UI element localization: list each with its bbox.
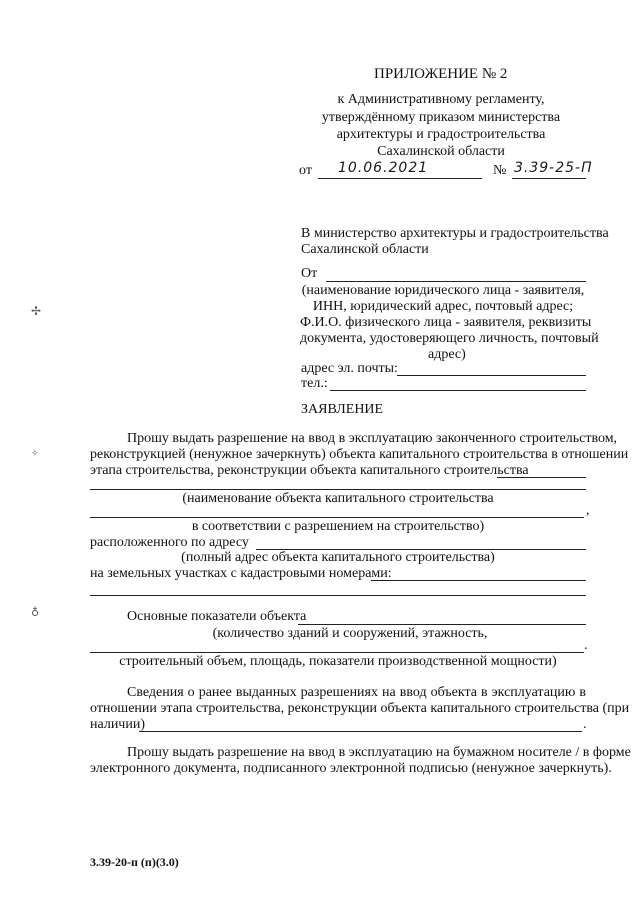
permit-hint: в соответствии с разрешением на строительство) xyxy=(191,519,485,534)
handwritten-date: 10.06.2021 xyxy=(338,160,429,176)
form-code: 3.39-20-п (п)(3.0) xyxy=(90,855,179,869)
regulation-line-2: утверждённому приказом министерства xyxy=(321,110,561,125)
applicant-hint-1: (наименование юридического лица - заявителя, xyxy=(301,283,585,298)
handwritten-number: 3.39-25-П xyxy=(514,160,593,176)
scan-mark-icon: ✢ xyxy=(31,304,42,318)
paragraph-1-line-3: этапа строительства, реконструкции объекта капитального строительства xyxy=(90,463,529,478)
applicant-from-label: От xyxy=(301,266,318,281)
paragraph-3-line-1: Сведения о ранее выданных разрешениях на ввод объекта в эксплуатацию в xyxy=(127,685,586,700)
indicators-underline-2 xyxy=(90,652,584,653)
date-label: от xyxy=(299,163,312,178)
paragraph-3-line-3: наличии) xyxy=(90,717,145,732)
regulation-line-3: архитектуры и градостроительства xyxy=(336,127,546,142)
paragraph-3-period: . xyxy=(583,717,587,732)
paragraph-1-line-1: Прошу выдать разрешение на ввод в эксплуатацию законченного строительством, xyxy=(127,431,618,446)
number-label: № xyxy=(493,163,507,178)
object-underline-1 xyxy=(497,477,586,478)
object-comma: , xyxy=(586,503,590,518)
phone-underline xyxy=(330,390,586,391)
scan-mark-icon: ✧ xyxy=(31,449,39,459)
object-hint: (наименование объекта капитального строительства xyxy=(182,491,494,506)
applicant-hint-3: Ф.И.О. физического лица - заявителя, реквизиты xyxy=(300,315,592,330)
cadastral-underline-2 xyxy=(90,595,586,596)
cadastral-underline-1 xyxy=(371,580,586,581)
email-underline xyxy=(397,375,586,376)
paragraph-1-line-2: реконструкцией (ненужное зачеркнуть) объекта капитального строительства в отношении xyxy=(90,447,629,462)
appendix-title: ПРИЛОЖЕНИЕ № 2 xyxy=(374,66,508,82)
scan-mark-icon: ♁ xyxy=(31,606,40,619)
paragraph-4-line-1: Прошу выдать разрешение на ввод в эксплуатацию на бумажном носителе / в форме xyxy=(127,745,631,760)
indicators-underline-1 xyxy=(298,624,586,625)
paragraph-3-line-2: отношении этапа строительства, реконструкции объекта капитального строительства (при xyxy=(90,701,630,716)
regulation-line-4: Сахалинской области xyxy=(377,144,505,159)
date-underline xyxy=(318,178,482,179)
applicant-underline xyxy=(326,281,586,282)
previous-permits-underline xyxy=(139,731,582,732)
regulation-line-1: к Административному регламенту, xyxy=(337,92,545,107)
address-hint: (полный адрес объекта капитального строительства) xyxy=(181,550,495,565)
cadastral-label: на земельных участках с кадастровыми номерами: xyxy=(90,566,392,581)
applicant-hint-2: ИНН, юридический адрес, почтовый адрес; xyxy=(312,299,574,314)
indicators-hint-1: (количество зданий и сооружений, этажность, xyxy=(212,626,488,641)
object-underline-3 xyxy=(90,517,584,518)
phone-label: тел.: xyxy=(301,376,328,391)
object-underline-2 xyxy=(90,489,586,490)
indicators-period: . xyxy=(584,638,588,653)
paragraph-4-line-2: электронного документа, подписанного электронной подписью (ненужное зачеркнуть). xyxy=(90,761,612,776)
applicant-hint-5: адрес) xyxy=(428,347,466,362)
applicant-hint-4: документа, удостоверяющего личность, почтовый xyxy=(300,331,599,346)
addressee-line-2: Сахалинской области xyxy=(301,242,429,257)
email-label: адрес эл. почты: xyxy=(301,361,398,376)
number-underline xyxy=(512,178,586,179)
indicators-hint-2: строительный объем, площадь, показатели производственной мощности) xyxy=(119,654,557,669)
located-label: расположенного по адресу xyxy=(90,535,249,550)
document-title: ЗАЯВЛЕНИЕ xyxy=(301,402,384,417)
indicators-label: Основные показатели объекта xyxy=(127,609,307,624)
addressee-line-1: В министерство архитектуры и градостроительства xyxy=(301,226,609,241)
